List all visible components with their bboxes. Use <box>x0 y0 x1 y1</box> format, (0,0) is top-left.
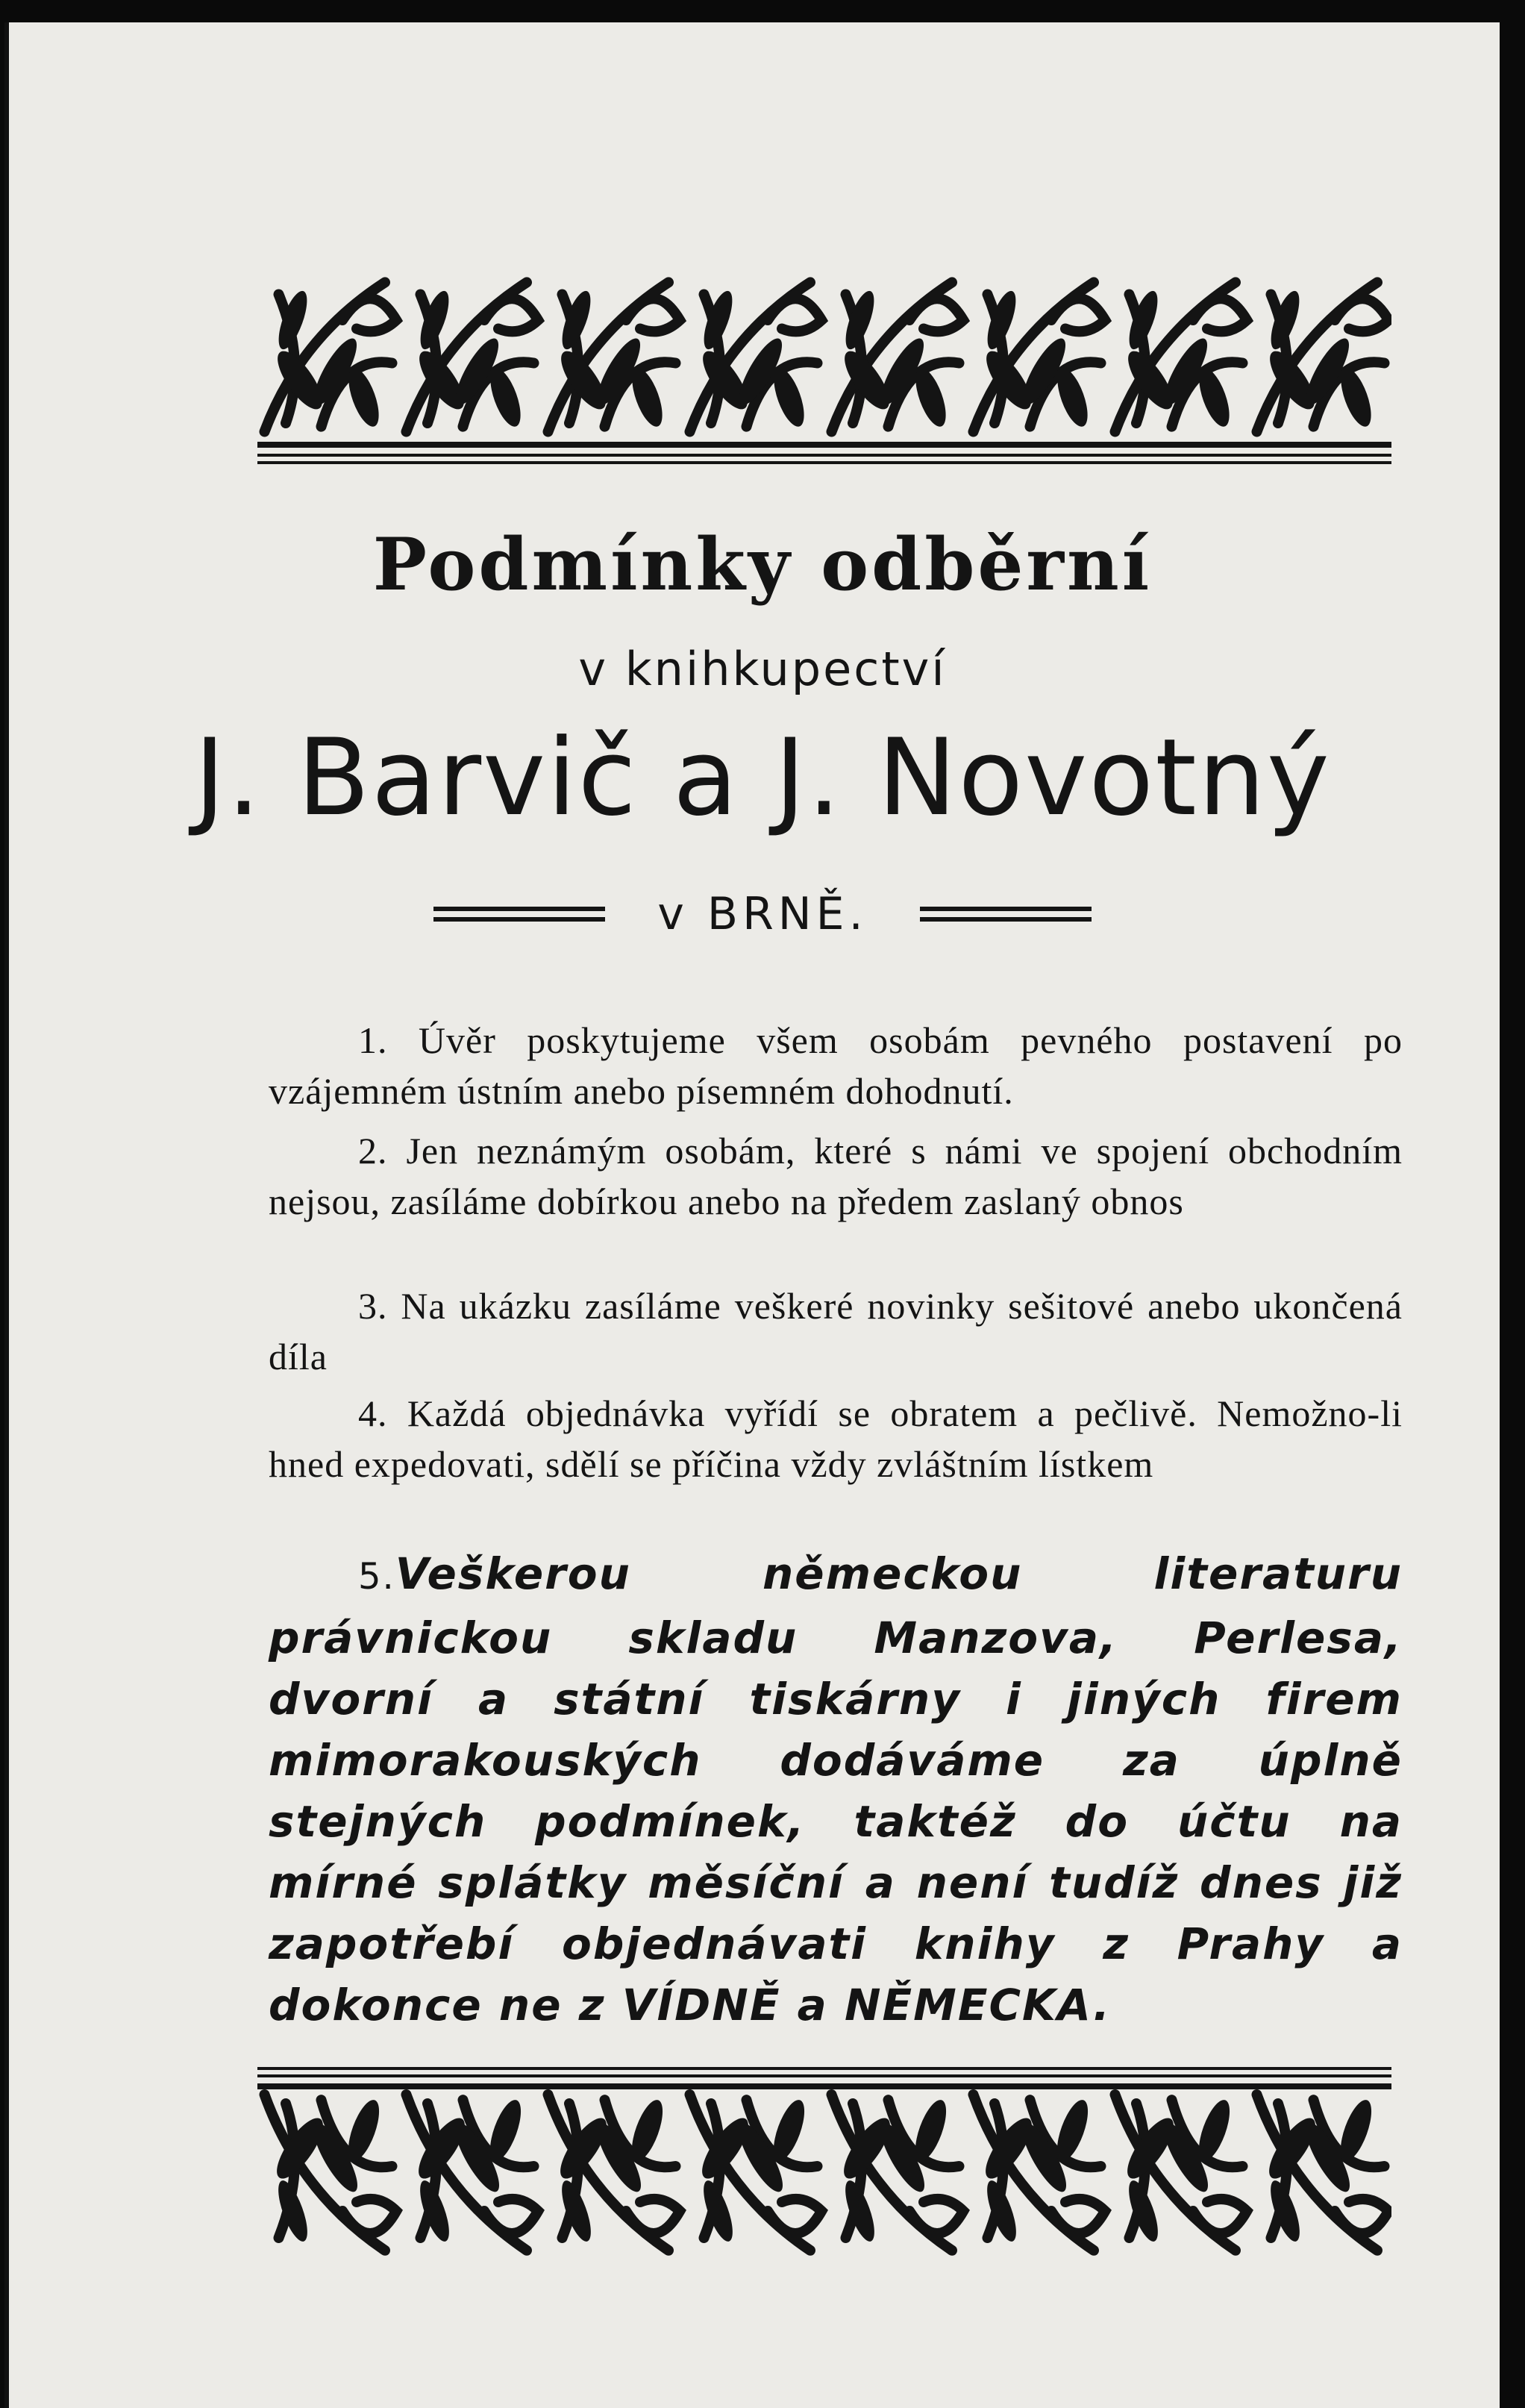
leaf-motif-icon <box>548 2095 680 2251</box>
leaf-motif-icon <box>974 282 1106 431</box>
condition-5 <box>269 1543 1403 2036</box>
city-row <box>0 888 1525 940</box>
leaf-motif-icon <box>1115 282 1247 431</box>
page-title: Podmínky odběrní <box>372 522 1153 607</box>
leaf-motif-icon <box>690 2095 822 2251</box>
leaf-motif-icon <box>1115 2095 1247 2251</box>
left-double-rule <box>433 901 605 928</box>
condition-2: 2. Jen neznámým osobám, které s námi ve spojení obchodním nejsou, zasíláme dobírkou anebo na předem zaslaný obnos <box>269 1130 1403 1222</box>
condition-3: 3. Na ukázku zasíláme veškeré novinky sešitové anebo ukončená díla <box>269 1285 1403 1377</box>
condition-5-number: 5. <box>358 1556 395 1598</box>
city-label: v BRNĚ. <box>657 888 868 940</box>
condition-1: 1. Úvěr poskytujeme všem osobám pevného postavení po vzájemném ústním anebo písemném dohodnutí. <box>269 1019 1403 1112</box>
condition-4: 4. Každá objednávka vyřídí se obratem a pečlivě. Nemožno-li hned expedovati, sdělí se příčina vždy zvláštním lístkem <box>269 1392 1403 1485</box>
top-rules <box>257 442 1391 464</box>
bottom-ornament-border <box>257 2086 1391 2265</box>
right-double-rule <box>920 901 1092 928</box>
leaf-motif-icon <box>1257 282 1389 431</box>
leaf-motif-icon <box>1257 2095 1389 2251</box>
leaf-motif-icon <box>407 2095 539 2251</box>
leaf-motif-icon <box>407 282 539 431</box>
leaf-motif-icon <box>690 282 822 431</box>
leaf-motif-icon <box>548 282 680 431</box>
leaf-motif-icon <box>974 2095 1106 2251</box>
leaf-motif-icon <box>832 2095 964 2251</box>
top-ornament-border <box>257 269 1391 440</box>
subtitle: v knihkupectví <box>578 642 947 696</box>
condition-5-text: Veškerou německou literaturu právnickou skladu Manzova, Perlesa, dvorní a státní tiskárny i jiných firem mimorakouských dodáváme za úplně stejných podmínek, taktéž do účtu na mírné splátky měsíční a není tudíž dnes již zapotřebí objednávati knihy z Prahy a dokonce ne z VÍDNĚ a NĚMECKA. <box>269 1548 1403 2030</box>
leaf-motif-icon <box>832 282 964 431</box>
firm-name: J. Barvič a J. Novotný <box>194 716 1331 839</box>
leaf-motif-icon <box>265 282 397 431</box>
leaf-motif-icon <box>265 2095 397 2251</box>
